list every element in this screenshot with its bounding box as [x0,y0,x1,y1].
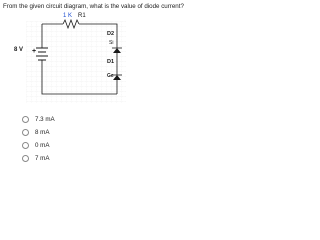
radio-button[interactable] [22,142,29,149]
question-text: From the given circuit diagram, what is the value of diode current? [3,3,184,10]
answer-option-2[interactable] [22,127,49,137]
radio-button[interactable] [22,155,29,162]
answer-option-label: 7 mA [35,154,50,162]
circuit-diagram [6,11,136,104]
source-voltage-label: 8 V [14,47,24,53]
answer-option-1[interactable] [22,114,55,124]
resistor-name-label: R1 [78,13,86,19]
battery-plus-sign: + [32,48,37,55]
radio-button[interactable] [22,129,29,136]
answer-option-label: 7.3 mA [35,115,55,123]
resistor-value-label: 1 K [63,13,73,19]
radio-button[interactable] [22,116,29,123]
diode-d1-label: D1 [107,59,115,65]
answer-option-label: 8 mA [35,128,50,136]
diode-d2-material: Si [109,40,114,46]
answer-option-3[interactable] [22,140,49,150]
diode-d1-material: Ge [107,73,114,79]
diode-d2-label: D2 [107,31,115,37]
answer-option-label: 0 mA [35,141,50,149]
answer-option-4[interactable] [22,153,49,163]
